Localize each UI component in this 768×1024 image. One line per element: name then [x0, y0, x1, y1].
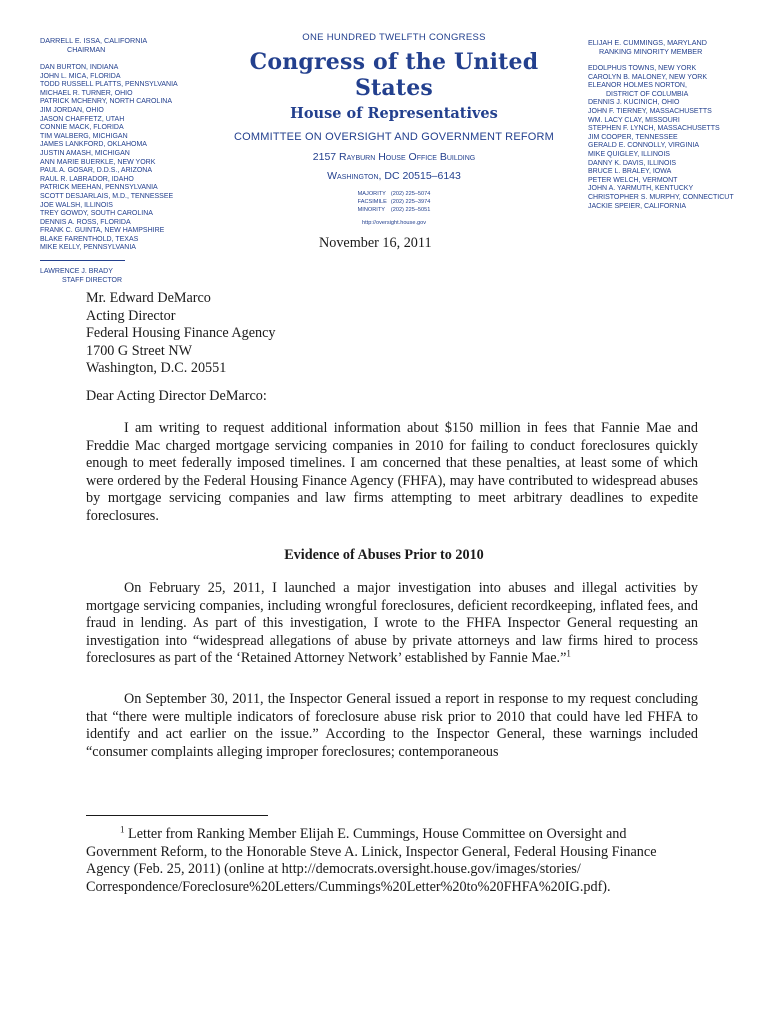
paragraph-text: On February 25, 2011, I launched a major investigation into abuses and illegal activities by mortgage servicing companies, including wrongful foreclosures, deficient recordkeeping, inflated fees, and fraud in lending. As part of this investigation, I wrote to the FHFA Inspector General requesting an investigation into “widespread allegations of abuse by private attorneys and law firms hired to process foreclosures as part of the ‘Retained Attorney Network’ established by Fannie Mae.”: [86, 580, 698, 666]
committee-member: JACKIE SPEIER, CALIFORNIA: [588, 202, 687, 210]
committee-member: JASON CHAFFETZ, UTAH: [40, 115, 125, 123]
roster-divider: [40, 260, 125, 261]
committee-member: TIM WALBERG, MICHIGAN: [40, 132, 128, 140]
committee-member: TODD RUSSELL PLATTS, PENNSYLVANIA: [40, 81, 178, 89]
staff-director-block: [40, 268, 210, 285]
body-paragraph: [86, 580, 698, 668]
committee-member: WM. LACY CLAY, MISSOURI: [588, 116, 680, 124]
committee-name: COMMITTEE ON OVERSIGHT AND GOVERNMENT REFORM: [233, 131, 555, 143]
committee-member: JIM COOPER, TENNESSEE: [588, 133, 678, 141]
staff-director-name: LAWRENCE J. BRADY: [40, 268, 113, 276]
committee-member: DISTRICT OF COLUMBIA: [606, 90, 689, 98]
staff-director-role: STAFF DIRECTOR: [62, 276, 123, 284]
committee-member: TREY GOWDY, SOUTH CAROLINA: [40, 210, 153, 218]
committee-member: DENNIS A. ROSS, FLORIDA: [40, 218, 131, 226]
committee-member: FRANK C. GUINTA, NEW HAMPSHIRE: [40, 227, 165, 235]
committee-member: CAROLYN B. MALONEY, NEW YORK: [588, 73, 708, 81]
committee-member: JOHN L. MICA, FLORIDA: [40, 72, 121, 80]
committee-member: DANNY K. DAVIS, ILLINOIS: [588, 159, 677, 167]
address-line: 1700 G Street NW: [86, 342, 192, 359]
minority-member-list: [588, 65, 763, 211]
office-address: 2157 Rayburn House Office Building: [312, 151, 476, 163]
committee-member: PAUL A. GOSAR, D.D.S., ARIZONA: [40, 167, 153, 175]
committee-member: JUSTIN AMASH, MICHIGAN: [40, 149, 130, 157]
committee-member: MIKE QUIGLEY, ILLINOIS: [588, 150, 670, 158]
committee-member: JAMES LANKFORD, OKLAHOMA: [40, 141, 147, 149]
paragraph-text: On September 30, 2011, the Inspector General issued a report in response to my request concluding that “there were multiple indicators of foreclosure abuse risk prior to 2010 that could have led FHFA to identify and act earlier on the issue.” According to the Inspector General, these warnings included “consumer complaints alleging improper foreclosures; contemporaneous: [86, 691, 698, 760]
address-line: Federal Housing Finance Agency: [86, 325, 276, 341]
committee-member: DENNIS J. KUCINICH, OHIO: [588, 99, 680, 107]
committee-member: ANN MARIE BUERKLE, NEW YORK: [40, 158, 156, 166]
body-paragraph: [86, 691, 698, 761]
committee-member: RAUL R. LABRADOR, IDAHO: [40, 175, 134, 183]
letterhead: [210, 32, 578, 226]
phone-label: MINORITY: [357, 207, 385, 213]
paragraph-text: I am writing to request additional information about $150 million in fees that Fannie Mae and Freddie Mac charged mortgage servicing companies in 2010 for failing to conduct foreclosures quickly enough to meet federally imposed timelines. I am concerned that these penalties, at least some of which were ordered by the Federal Housing Finance Agency (FHFA), may have contributed to widespread abuses by mortgage servicing companies and law firms attempting to meet arbitrary deadlines to expedite foreclosures.: [86, 420, 698, 524]
majority-member-list: [40, 64, 210, 253]
committee-member: PATRICK MCHENRY, NORTH CAROLINA: [40, 98, 172, 106]
address-line: Washington, D.C. 20551: [86, 360, 227, 376]
phone-numbers: [358, 190, 431, 214]
recipient-address: [86, 290, 276, 378]
chairman-block: [40, 36, 210, 54]
committee-member: EDOLPHUS TOWNS, NEW YORK: [588, 65, 697, 72]
footnote-reference: 1: [566, 648, 571, 659]
footnote-text: Letter from Ranking Member Elijah E. Cummings, House Committee on Oversight and Government Reform, to the Honorable Steve A. Linick, Inspector General, Federal Housing Finance Agency (Feb. 25, 2011) (online at http://democrats.oversight.house.gov/images/stories/ Correspondence/Foreclosure%20Letters/Cummings%20Letter%20to%20FHFA%20IG.pdf).: [86, 826, 657, 895]
letter-date: November 16, 2011: [319, 235, 432, 251]
ranking-member-name: ELIJAH E. CUMMINGS, MARYLAND: [588, 38, 707, 47]
footnote: [86, 826, 698, 896]
committee-member: BRUCE L. BRALEY, IOWA: [588, 168, 672, 176]
chairman-name: DARRELL E. ISSA, CALIFORNIA: [40, 36, 148, 45]
phone-row-minority: [358, 206, 431, 214]
chairman-role: CHAIRMAN: [67, 45, 106, 54]
committee-member: DAN BURTON, INDIANA: [40, 64, 119, 71]
section-heading: Evidence of Abuses Prior to 2010: [284, 547, 484, 563]
committee-member: MICHAEL R. TURNER, OHIO: [40, 89, 133, 97]
congress-title: Congress of the United States: [249, 49, 539, 101]
majority-roster: [40, 36, 210, 285]
phone-number: (202) 225–5074: [390, 191, 431, 197]
phone-label: MAJORITY: [357, 191, 386, 197]
phone-row-majority: [358, 190, 431, 198]
committee-member: JOHN A. YARMUTH, KENTUCKY: [588, 185, 694, 193]
committee-member: JOE WALSH, ILLINOIS: [40, 201, 113, 209]
address-line: Acting Director: [86, 307, 176, 324]
committee-member: BLAKE FARENTHOLD, TEXAS: [40, 235, 139, 243]
footnote-number: 1: [120, 824, 125, 835]
committee-member: SCOTT DESJARLAIS, M.D., TENNESSEE: [40, 192, 174, 200]
phone-number: (202) 225–3974: [390, 199, 431, 205]
salutation: Dear Acting Director DeMarco:: [86, 388, 267, 404]
committee-website: http://oversight.house.gov: [361, 220, 427, 226]
office-city: Washington, DC 20515–6143: [327, 170, 461, 182]
committee-member: STEPHEN F. LYNCH, MASSACHUSETTS: [588, 125, 720, 133]
house-title: House of Representatives: [290, 105, 498, 122]
minority-roster: [588, 38, 763, 211]
committee-member: PATRICK MEEHAN, PENNSYLVANIA: [40, 184, 158, 192]
congress-number: ONE HUNDRED TWELFTH CONGRESS: [302, 32, 486, 43]
phone-row-facsimile: [358, 198, 431, 206]
body-paragraph: [86, 420, 698, 525]
committee-member: MIKE KELLY, PENNSYLVANIA: [40, 244, 136, 252]
committee-member: GERALD E. CONNOLLY, VIRGINIA: [588, 142, 699, 150]
committee-member: CHRISTOPHER S. MURPHY, CONNECTICUT: [588, 193, 734, 201]
phone-number: (202) 225–5051: [390, 207, 431, 213]
committee-member: JIM JORDAN, OHIO: [40, 106, 104, 114]
address-line: Mr. Edward DeMarco: [86, 290, 211, 306]
committee-member: CONNIE MACK, FLORIDA: [40, 124, 124, 132]
committee-member: PETER WELCH, VERMONT: [588, 176, 678, 184]
ranking-member-block: [588, 38, 763, 56]
footnote-divider: [86, 815, 268, 816]
ranking-member-role: RANKING MINORITY MEMBER: [599, 47, 703, 56]
committee-member: JOHN F. TIERNEY, MASSACHUSETTS: [588, 107, 712, 115]
committee-member: ELEANOR HOLMES NORTON,: [588, 82, 687, 90]
phone-label: FACSIMILE: [357, 199, 387, 205]
